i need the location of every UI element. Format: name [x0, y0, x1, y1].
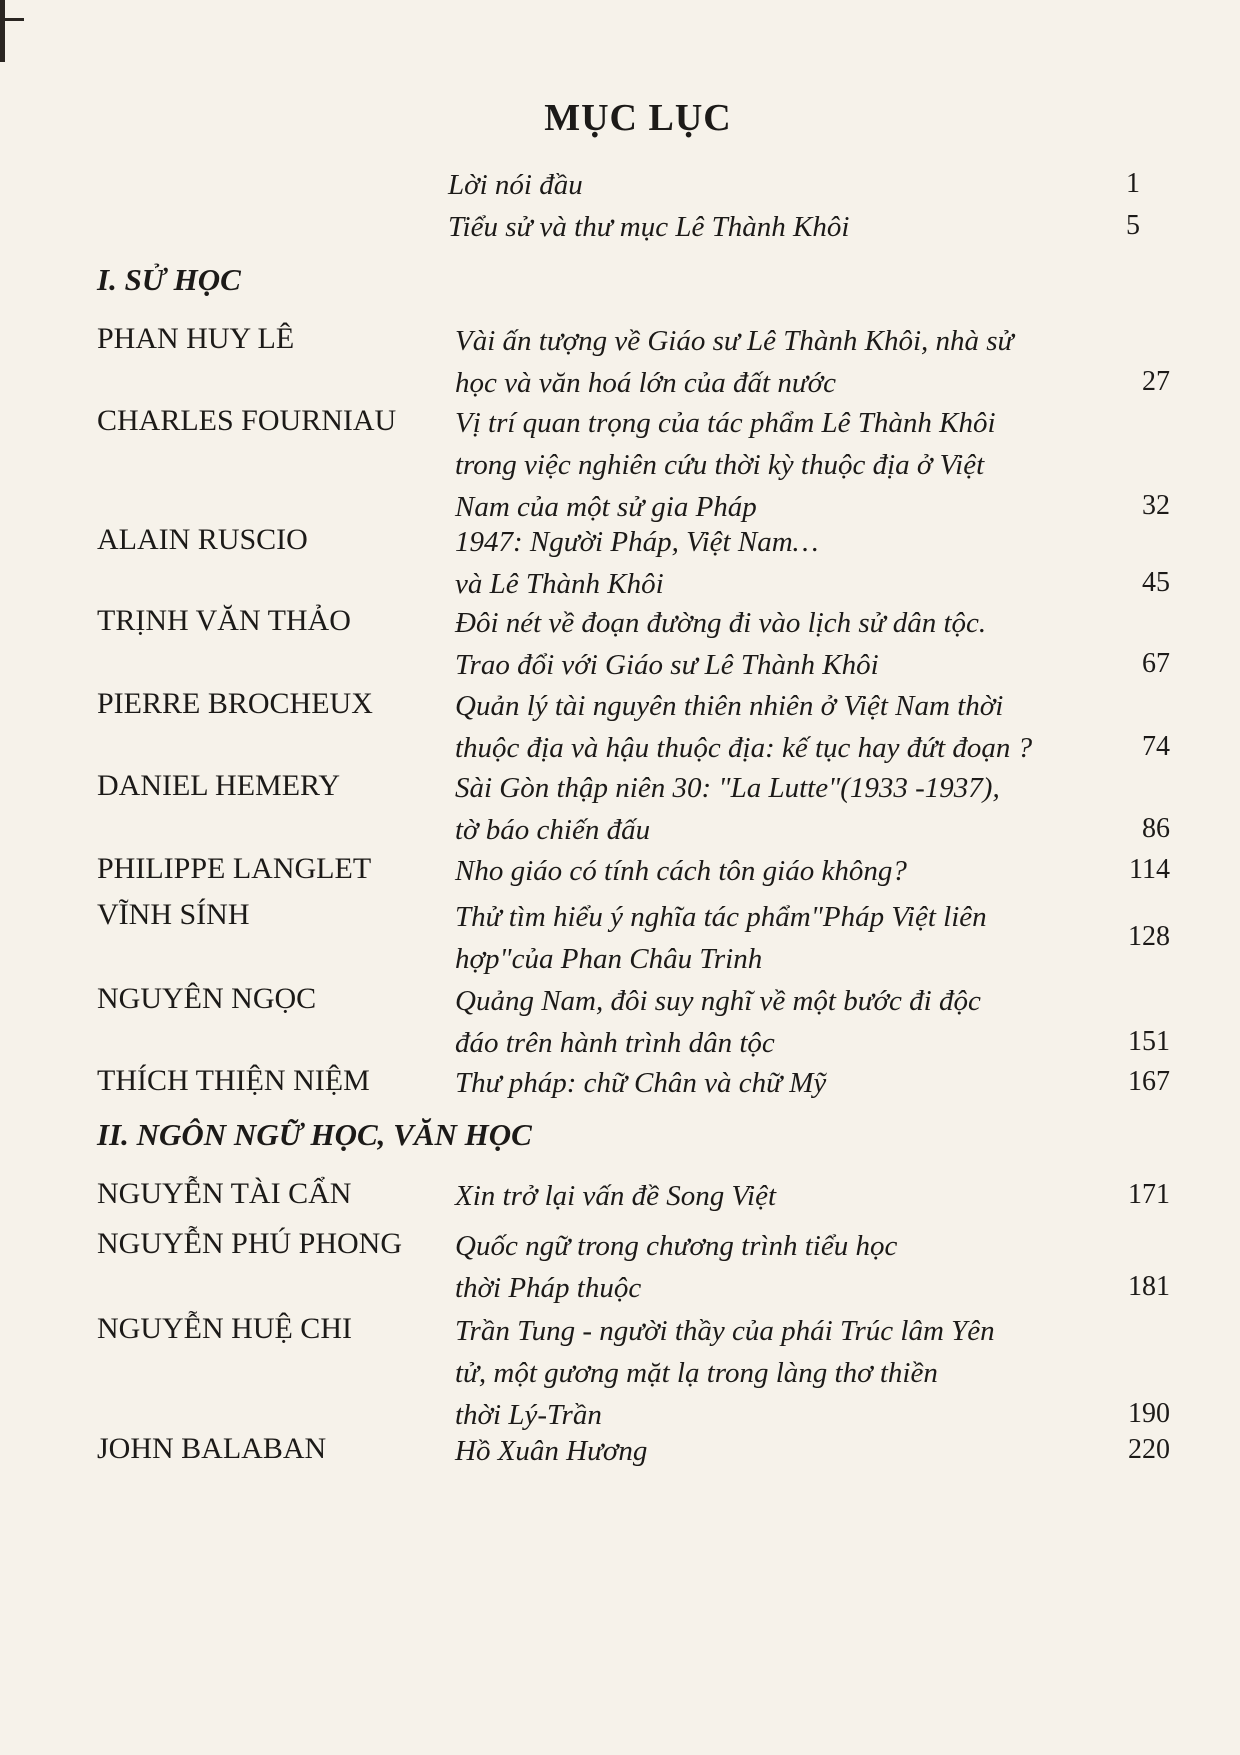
entry-title-line: Quốc ngữ trong chương trình tiểu học: [455, 1230, 898, 1262]
entry-title-line: Trao đổi với Giáo sư Lê Thành Khôi: [455, 649, 879, 681]
entry-author: NGUYỄN TÀI CẨN: [97, 1177, 352, 1210]
entry-title-line: 1947: Người Pháp, Việt Nam…: [455, 526, 819, 558]
page-edge-shadow: [0, 0, 5, 62]
entry-title-line: thời Pháp thuộc: [455, 1272, 642, 1304]
entry-page-number: 45: [1142, 567, 1170, 598]
entry-page-number: 1: [1126, 168, 1140, 199]
entry-author: PHILIPPE LANGLET: [97, 852, 372, 885]
entry-author: JOHN BALABAN: [97, 1432, 327, 1465]
entry-title-line: thời Lý-Trần: [455, 1399, 602, 1431]
entry-page-number: 114: [1129, 854, 1170, 885]
entry-author: NGUYỄN PHÚ PHONG: [97, 1227, 403, 1260]
entry-title: [455, 1175, 1075, 1217]
entry-page-number: 171: [1128, 1179, 1170, 1210]
section-heading: II. NGÔN NGỮ HỌC, VĂN HỌC: [97, 1117, 532, 1152]
entry-page-number: 220: [1128, 1434, 1170, 1465]
entry-title: [455, 602, 1075, 686]
entry-title-line: Thư pháp: chữ Chân và chữ Mỹ: [455, 1067, 827, 1099]
entry-page-number: 74: [1142, 731, 1170, 762]
entry-author: PIERRE BROCHEUX: [97, 687, 373, 720]
entry-author: VĨNH SÍNH: [97, 898, 250, 931]
entry-title: [455, 1225, 1075, 1309]
entry-page-number: 128: [1128, 921, 1170, 952]
entry-title: [455, 767, 1075, 851]
entry-title-line: Nam của một sử gia Pháp: [455, 491, 757, 523]
entry-page-number: 167: [1128, 1066, 1170, 1097]
entry-title: [448, 164, 1068, 206]
entry-title-line: tử, một gương mặt lạ trong làng thơ thiền: [455, 1357, 938, 1389]
entry-author: THÍCH THIỆN NIỆM: [97, 1064, 370, 1097]
entry-title-line: Trần Tung - người thầy của phái Trúc lâm Yên: [455, 1315, 995, 1347]
entry-title-line: Thử tìm hiểu ý nghĩa tác phẩm"Pháp Việt liên: [455, 901, 987, 933]
entry-title: [455, 980, 1075, 1064]
entry-title-line: Lời nói đầu: [448, 169, 583, 201]
entry-title-line: thuộc địa và hậu thuộc địa: kế tục hay đứt đoạn ?: [455, 732, 1033, 764]
entry-title: [455, 896, 1075, 980]
entry-author: DANIEL HEMERY: [97, 769, 341, 802]
entry-title-line: đáo trên hành trình dân tộc: [455, 1027, 775, 1059]
entry-title: [448, 206, 1068, 248]
entry-author: ALAIN RUSCIO: [97, 523, 308, 556]
entry-title: [455, 320, 1075, 404]
entry-title: [455, 1430, 1075, 1472]
entry-title-line: Hồ Xuân Hương: [455, 1435, 648, 1467]
entry-title: [455, 521, 1075, 605]
entry-page-number: 86: [1142, 813, 1170, 844]
entry-page-number: 32: [1142, 490, 1170, 521]
entry-title-line: Quản lý tài nguyên thiên nhiên ở Việt Nam thời: [455, 690, 1004, 722]
entry-title-line: Nho giáo có tính cách tôn giáo không?: [455, 855, 907, 887]
entry-title: [455, 1062, 1075, 1104]
entry-title-line: Quảng Nam, đôi suy nghĩ về một bước đi độc: [455, 985, 981, 1017]
entry-title: [455, 1310, 1075, 1436]
entry-page-number: 181: [1128, 1271, 1170, 1302]
page-edge-mark: [0, 18, 24, 21]
entry-title: [455, 685, 1075, 769]
entry-title-line: hợp"của Phan Châu Trinh: [455, 943, 763, 975]
entry-page-number: 67: [1142, 648, 1170, 679]
entry-title-line: Tiểu sử và thư mục Lê Thành Khôi: [448, 211, 850, 243]
entry-title-line: Vài ấn tượng về Giáo sư Lê Thành Khôi, nhà sử: [455, 325, 1014, 357]
entry-page-number: 5: [1126, 210, 1140, 241]
entry-author: PHAN HUY LÊ: [97, 322, 295, 355]
page-title: MỤC LỤC: [544, 97, 732, 139]
entry-author: TRỊNH VĂN THẢO: [97, 604, 351, 637]
entry-page-number: 151: [1128, 1026, 1170, 1057]
entry-author: NGUYÊN NGỌC: [97, 982, 317, 1015]
entry-author: NGUYỄN HUỆ CHI: [97, 1312, 352, 1345]
entry-author: CHARLES FOURNIAU: [97, 404, 397, 437]
entry-page-number: 27: [1142, 366, 1170, 397]
entry-title-line: và Lê Thành Khôi: [455, 568, 664, 600]
entry-title-line: trong việc nghiên cứu thời kỳ thuộc địa ở Việt: [455, 449, 985, 481]
entry-title-line: Sài Gòn thập niên 30: "La Lutte"(1933 -1937),: [455, 772, 1000, 804]
entry-title-line: Xin trở lại vấn đề Song Việt: [455, 1180, 776, 1212]
entry-title-line: Vị trí quan trọng của tác phẩm Lê Thành Khôi: [455, 407, 996, 439]
entry-title-line: Đôi nét về đoạn đường đi vào lịch sử dân tộc.: [455, 607, 987, 639]
entry-title: [455, 402, 1075, 528]
entry-page-number: 190: [1128, 1398, 1170, 1429]
entry-title: [455, 850, 1075, 892]
section-heading: I. SỬ HỌC: [97, 262, 241, 297]
entry-title-line: học và văn hoá lớn của đất nước: [455, 367, 836, 399]
entry-title-line: tờ báo chiến đấu: [455, 814, 651, 846]
